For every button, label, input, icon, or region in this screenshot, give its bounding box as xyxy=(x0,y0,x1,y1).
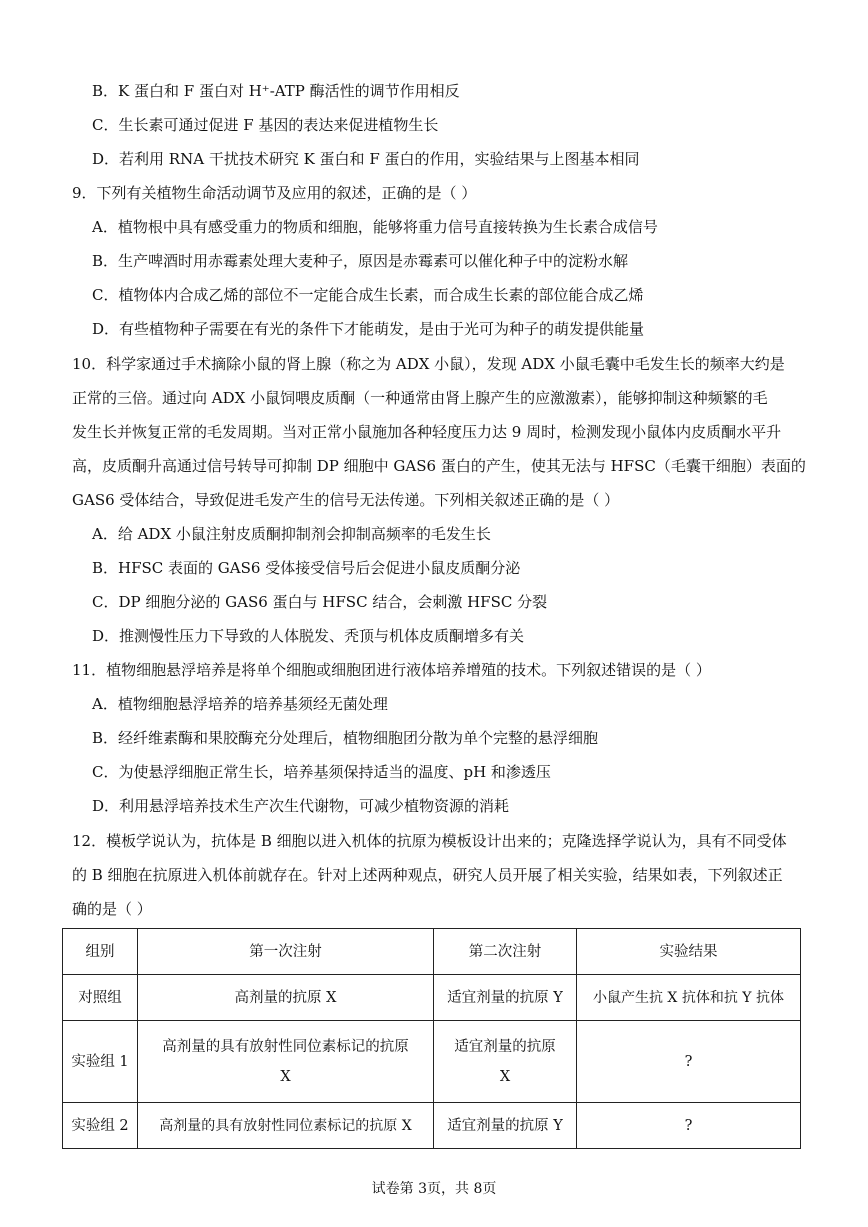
q8-option-b: B．K 蛋白和 F 蛋白对 H⁺-ATP 酶活性的调节作用相反 xyxy=(92,82,460,100)
q12-stem-line-2: 的 B 细胞在抗原进入机体前就存在。针对上述两种观点，研究人员开展了相关实验，结果如表，下列叙述正 xyxy=(72,866,783,884)
table-cell: 适宜剂量的抗原 Y xyxy=(434,975,577,1021)
q10-stem-line-2: 正常的三倍。通过向 ADX 小鼠饲喂皮质酮（一种通常由肾上腺产生的应激激素），能够抑制这种频繁的毛 xyxy=(72,389,768,407)
q9-option-a: A．植物根中具有感受重力的物质和细胞，能够将重力信号直接转换为生长素合成信号 xyxy=(92,218,658,236)
q12-stem-line-3: 确的是（ ） xyxy=(72,900,152,918)
q11-option-c: C．为使悬浮细胞正常生长，培养基须保持适当的温度、pH 和渗透压 xyxy=(92,763,551,781)
q10-stem-line-5: GAS6 受体结合，导致促进毛发产生的信号无法传递。下列相关叙述正确的是（ ） xyxy=(72,491,620,509)
q11-option-b: B．经纤维素酶和果胶酶充分处理后，植物细胞团分散为单个完整的悬浮细胞 xyxy=(92,729,599,747)
table-cell: 小鼠产生抗 X 抗体和抗 Y 抗体 xyxy=(577,975,801,1021)
q10-stem-line-3: 发生长并恢复正常的毛发周期。当对正常小鼠施加各种轻度压力达 9 周时，检测发现小鼠体内皮质酮水平升 xyxy=(72,423,782,441)
table-row xyxy=(63,1103,801,1149)
table-cell: 高剂量的抗原 X xyxy=(138,975,434,1021)
q10-option-c: C．DP 细胞分泌的 GAS6 蛋白与 HFSC 结合，会刺激 HFSC 分裂 xyxy=(92,593,548,611)
table-cell: 适宜剂量的抗原 Y xyxy=(434,1103,577,1149)
table-header-cell: 第二次注射 xyxy=(434,929,577,975)
q10-option-d: D．推测慢性压力下导致的人体脱发、秃顶与机体皮质酮增多有关 xyxy=(92,627,525,645)
table-header-row xyxy=(63,929,801,975)
table-row xyxy=(63,1021,801,1103)
q11-option-d: D．利用悬浮培养技术生产次生代谢物，可减少植物资源的消耗 xyxy=(92,797,510,815)
table-header-cell: 组别 xyxy=(63,929,138,975)
q9-stem: 9．下列有关植物生命活动调节及应用的叙述，正确的是（ ） xyxy=(72,184,477,202)
q10-option-a: A．给 ADX 小鼠注射皮质酮抑制剂会抑制高频率的毛发生长 xyxy=(92,525,491,543)
q8-option-d: D．若利用 RNA 干扰技术研究 K 蛋白和 F 蛋白的作用，实验结果与上图基本相同 xyxy=(92,150,640,168)
table-header-cell: 第一次注射 xyxy=(138,929,434,975)
q11-stem: 11．植物细胞悬浮培养是将单个细胞或细胞团进行液体培养增殖的技术。下列叙述错误的是（ ） xyxy=(72,661,711,679)
q10-stem-line-1: 10．科学家通过手术摘除小鼠的肾上腺（称之为 ADX 小鼠），发现 ADX 小鼠毛囊中毛发生长的频率大约是 xyxy=(72,355,785,373)
table-cell: 高剂量的具有放射性同位素标记的抗原 X xyxy=(138,1021,434,1103)
table-cell: 适宜剂量的抗原 X xyxy=(434,1021,577,1103)
experiment-table xyxy=(62,928,801,1149)
q10-option-b: B．HFSC 表面的 GAS6 受体接受信号后会促进小鼠皮质酮分泌 xyxy=(92,559,521,577)
table-cell: ? xyxy=(577,1103,801,1149)
q10-stem-line-4: 高，皮质酮升高通过信号转导可抑制 DP 细胞中 GAS6 蛋白的产生，使其无法与 HFSC（毛囊干细胞）表面的 xyxy=(72,457,806,475)
q11-option-a: A．植物细胞悬浮培养的培养基须经无菌处理 xyxy=(92,695,388,713)
q9-option-b: B．生产啤酒时用赤霉素处理大麦种子，原因是赤霉素可以催化种子中的淀粉水解 xyxy=(92,252,629,270)
table-cell: ? xyxy=(577,1021,801,1103)
table-row xyxy=(63,975,801,1021)
table-cell: 实验组 2 xyxy=(63,1103,138,1149)
q8-option-c: C．生长素可通过促进 F 基因的表达来促进植物生长 xyxy=(92,116,439,134)
table-header-cell: 实验结果 xyxy=(577,929,801,975)
q9-option-d: D．有些植物种子需要在有光的条件下才能萌发，是由于光可为种子的萌发提供能量 xyxy=(92,320,645,338)
table-cell: 高剂量的具有放射性同位素标记的抗原 X xyxy=(138,1103,434,1149)
q12-stem-line-1: 12．模板学说认为，抗体是 B 细胞以进入机体的抗原为模板设计出来的；克隆选择学说认为，具有不同受体 xyxy=(72,832,787,850)
q9-option-c: C．植物体内合成乙烯的部位不一定能合成生长素，而合成生长素的部位能合成乙烯 xyxy=(92,286,644,304)
table-cell: 实验组 1 xyxy=(63,1021,138,1103)
table-cell: 对照组 xyxy=(63,975,138,1021)
page-footer: 试卷第 3页，共 8页 xyxy=(371,1181,497,1197)
